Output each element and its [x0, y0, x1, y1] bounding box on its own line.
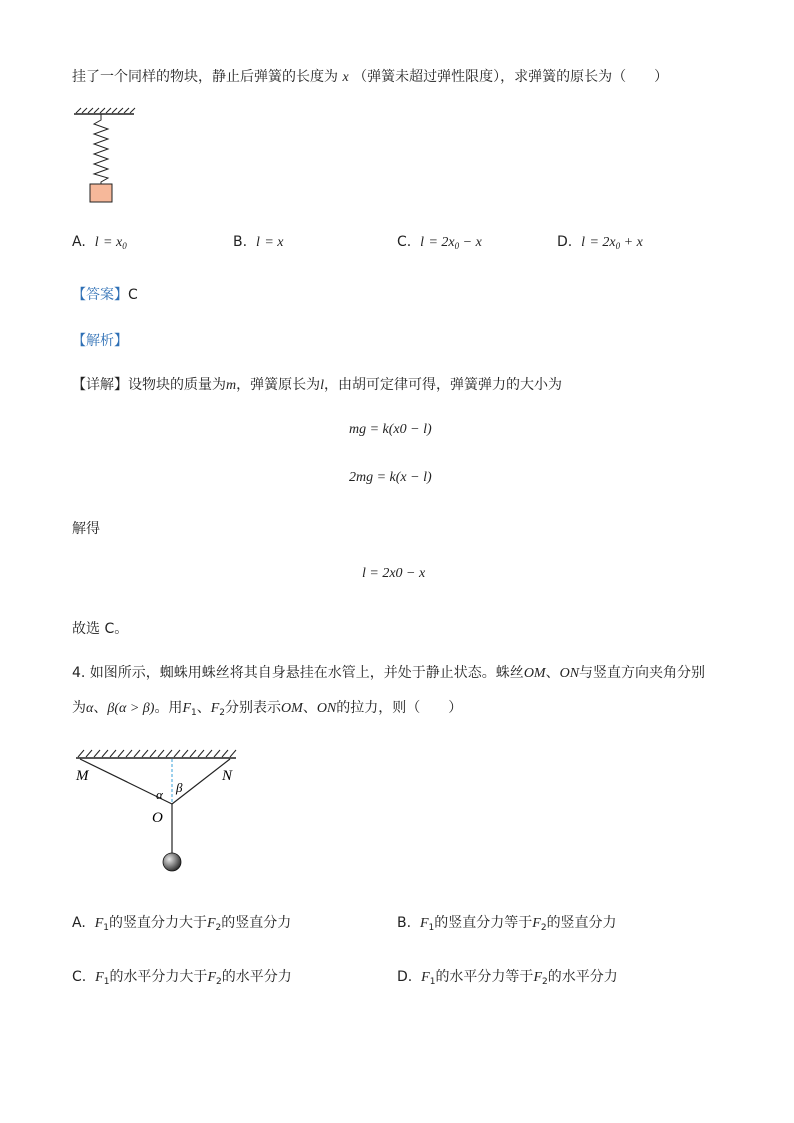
solve-label: 解得 [72, 521, 100, 537]
q4-stem-line1: 4. 如图所示，蜘蛛用蛛丝将其自身悬挂在水管上，并处于静止状态。蛛丝OM、ON与竖直方向夹角分别 [72, 665, 706, 681]
answer-line [72, 284, 138, 304]
equation-2: 2mg = k(x − l) [349, 470, 432, 485]
detail-tag: 【详解】 [72, 377, 128, 393]
q3-option-d-rhs: = $2x_0 + x$ [589, 235, 643, 251]
equation-1: mg = k(x0 − l) [349, 422, 432, 437]
q3-option-a-rhs: = $x_0$ [103, 235, 127, 251]
q3-intro-line [72, 66, 668, 86]
q3-option-c[interactable]: C. $l = 2x_0 - x$ [397, 234, 482, 251]
answer-value: C [128, 287, 138, 303]
answer-tag: 【答案】 [72, 287, 128, 303]
analysis-tag: 【解析】 [72, 333, 128, 349]
spider-ball [163, 853, 181, 871]
q4-option-b[interactable]: B. $F_1$的竖直分力等于$F_2$的竖直分力 [397, 915, 617, 933]
block [90, 184, 112, 202]
spring-coil [94, 114, 108, 184]
q3-option-b[interactable]: B. l = x [233, 234, 284, 250]
q3-option-b-rhs: = x [264, 235, 284, 250]
q4-stem-line2: 为α、β(α > β)。用$F_1$、$F_2$分别表示OM、ON的拉力，则（ ） [72, 700, 463, 718]
conclusion: 故选 C。 [72, 621, 129, 637]
q3-option-c-rhs: = $2x_0 - x$ [428, 235, 482, 251]
q3-intro-var: x [342, 70, 349, 85]
q3-intro-tail: （弹簧未超过弹性限度），求弹簧的原长为（ ） [353, 69, 669, 85]
q4-option-d[interactable]: D. $F_1$的水平分力等于$F_2$的水平分力 [397, 969, 618, 987]
q3-option-d[interactable]: D. $l = 2x_0 + x$ [557, 234, 643, 251]
q3-option-a[interactable]: A. $l = x_0$ [72, 234, 127, 251]
equation-3: l = 2x0 − x [362, 566, 426, 581]
label-n: N [222, 768, 233, 784]
label-alpha: α [156, 787, 163, 802]
label-m: M [76, 768, 89, 784]
spring-block-figure [72, 108, 142, 208]
q3-intro-text: 挂了一个同样的物块，静止后弹簧的长度为 [72, 69, 338, 85]
label-o: O [152, 810, 163, 826]
label-beta: β [176, 780, 183, 795]
q4-option-c[interactable]: C. $F_1$的水平分力大于$F_2$的水平分力 [72, 969, 292, 987]
spider-figure [74, 750, 244, 880]
detail-line: 【详解】设物块的质量为m，弹簧原长为l，由胡可定律可得，弹簧弹力的大小为 [72, 377, 563, 393]
q4-option-a[interactable]: A. $F_1$的竖直分力大于$F_2$的竖直分力 [72, 915, 292, 933]
